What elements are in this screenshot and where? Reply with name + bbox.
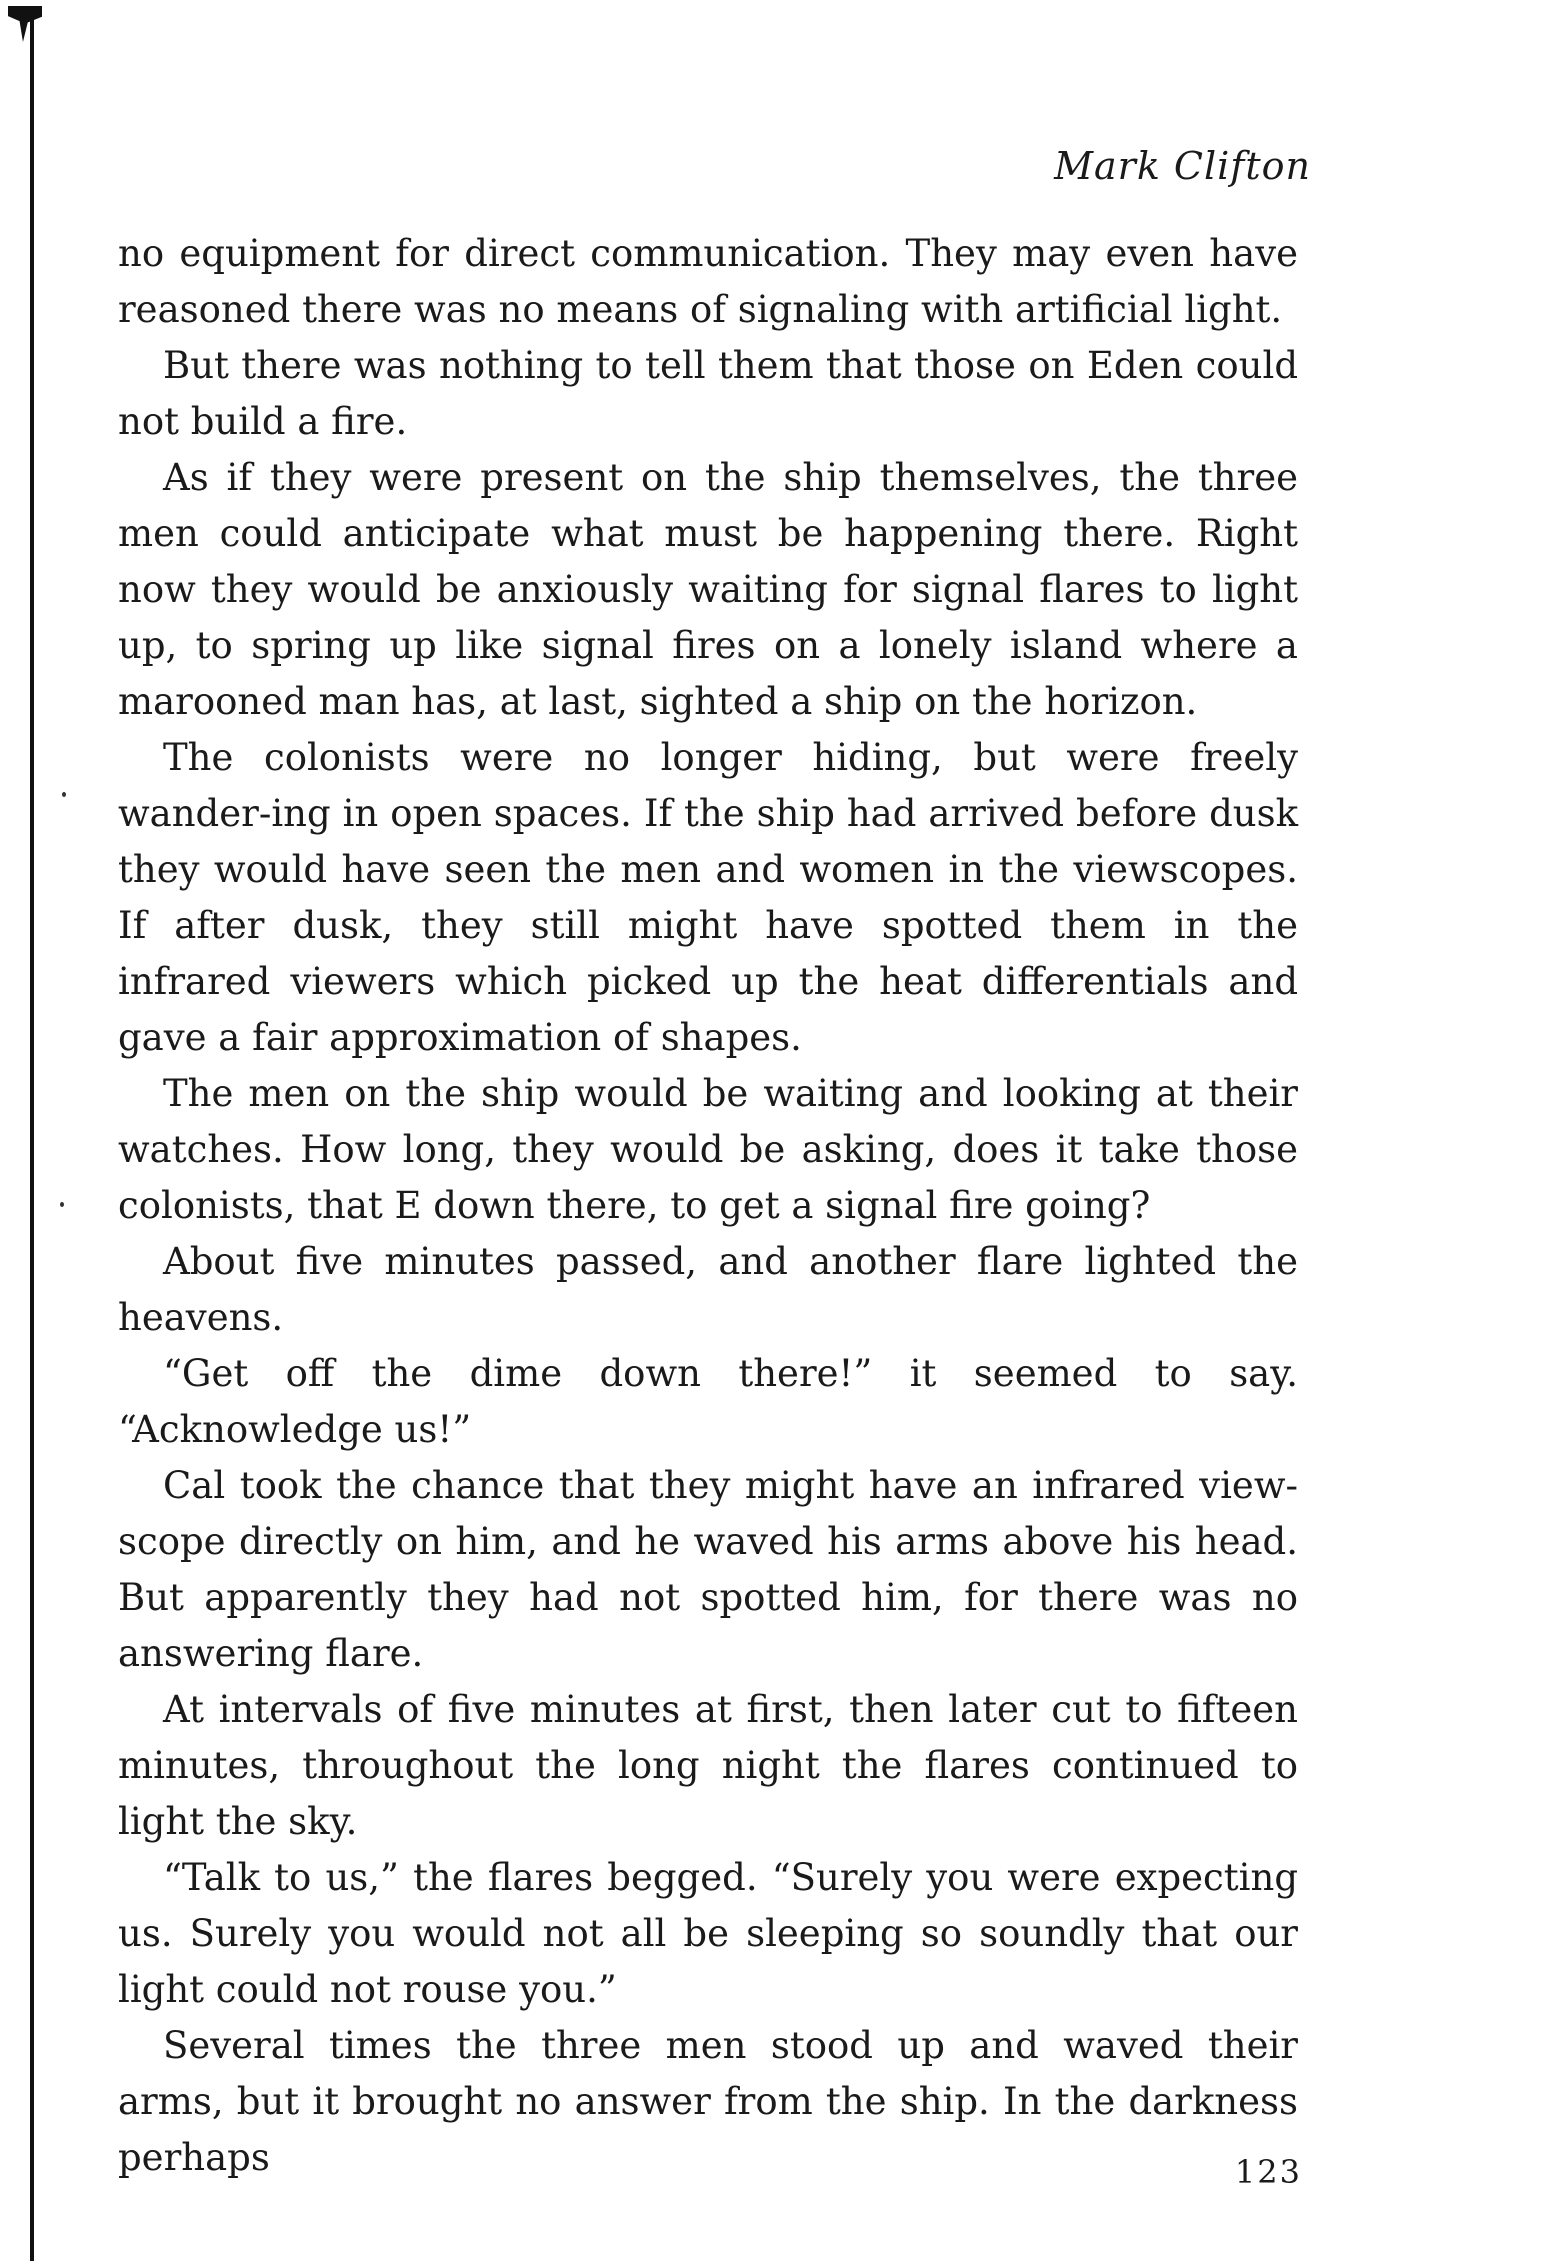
paragraph: As if they were present on the ship themselves, the three men could anticipate what must be happening there. Right now they would be anxiously waiting for signal flares to light up, to spring up like signal fires on a lonely island where a marooned man has, at last, sighted a ship on the horizon.: [118, 456, 1298, 723]
page-binding-edge: [30, 14, 34, 2261]
binding-corner-mark: [8, 6, 42, 42]
paragraph: At intervals of five minutes at first, then later cut to fifteen minutes, throughout the long night the flares continued to light the sky.: [118, 1688, 1298, 1843]
margin-speck: [62, 792, 66, 797]
body-text: [118, 226, 1298, 2186]
paragraph: Cal took the chance that they might have an infrared view-scope directly on him, and he waved his arms above his head. But apparently they had not spotted him, for there was no answering flare.: [118, 1464, 1298, 1675]
paragraph: no equipment for direct communication. They may even have reasoned there was no means of signaling with artificial light.: [118, 232, 1298, 331]
paragraph: But there was nothing to tell them that those on Eden could not build a fire.: [118, 344, 1298, 443]
paragraph: Several times the three men stood up and waved their arms, but it brought no answer from the ship. In the darkness perhaps: [118, 2024, 1298, 2179]
paragraph: The colonists were no longer hiding, but were freely wander-ing in open spaces. If the ship had arrived before dusk they would have seen the men and women in the viewscopes. If after dusk, they still might have spotted them in the infrared viewers which picked up the heat differentials and gave a fair approximation of shapes.: [118, 736, 1298, 1059]
margin-speck: [60, 1202, 64, 1207]
paragraph: “Get off the dime down there!” it seemed to say. “Acknowledge us!”: [118, 1352, 1298, 1451]
running-head-author: Mark Clifton: [1054, 144, 1311, 188]
paragraph: “Talk to us,” the flares begged. “Surely you were expecting us. Surely you would not all be sleeping so soundly that our light could not rouse you.”: [118, 1856, 1298, 2011]
paragraph: The men on the ship would be waiting and looking at their watches. How long, they would be asking, does it take those colonists, that E down there, to get a signal fire going?: [118, 1072, 1298, 1227]
page-number: 123: [1234, 2153, 1302, 2191]
paragraph: About five minutes passed, and another flare lighted the heavens.: [118, 1240, 1298, 1339]
